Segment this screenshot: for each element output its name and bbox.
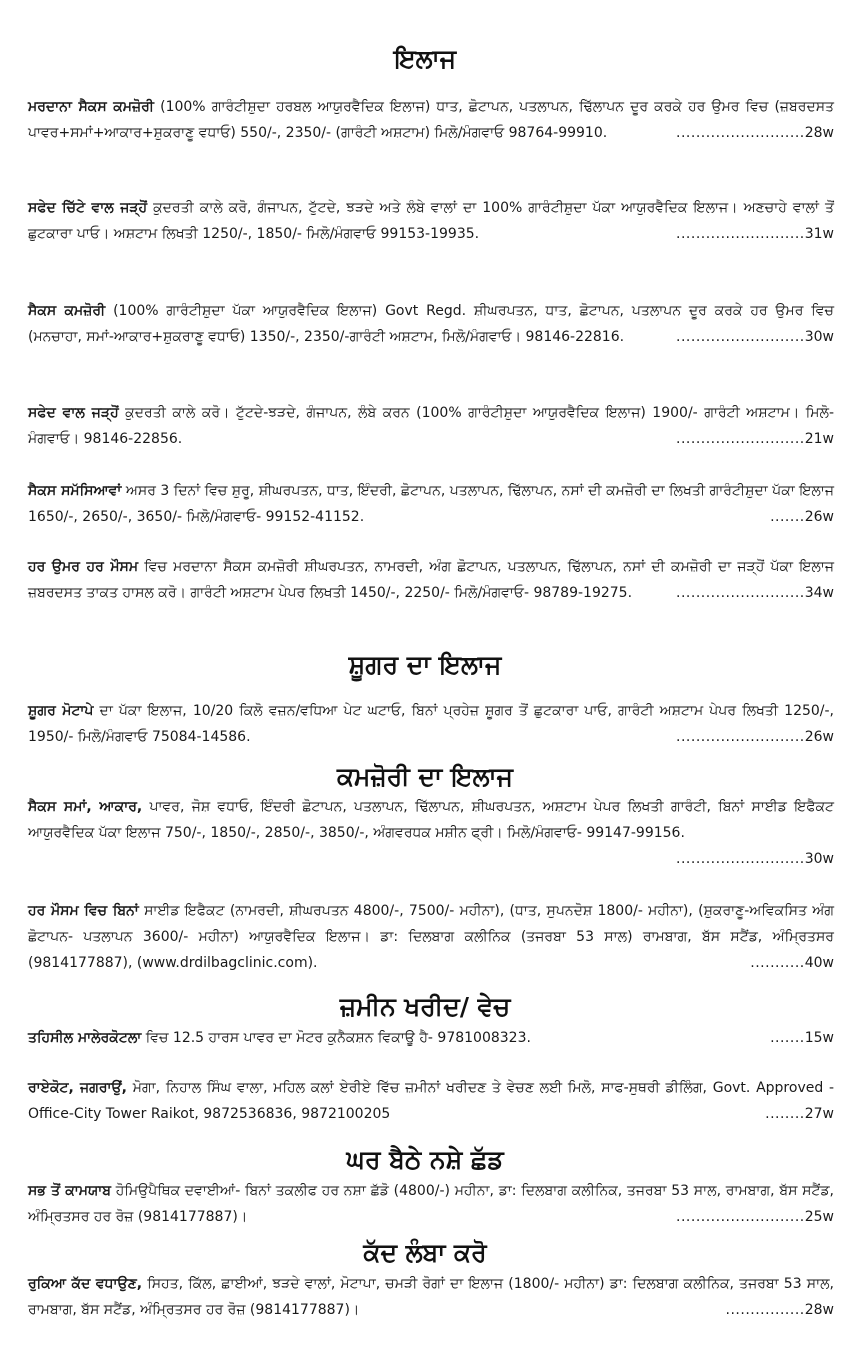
classified-ad [28, 94, 834, 146]
ad-lead: ਰੁਕਿਆ ਕੱਦ ਵਧਾਉਣ, [28, 1276, 143, 1292]
section-heading-sugar: ਸ਼ੂਗਰ ਦਾ ਇਲਾਜ [348, 650, 502, 679]
ad-lead: ਮਰਦਾਨਾ ਸੈਕਸ ਕਮਜ਼ੋਰੀ [28, 99, 154, 115]
ad-body: (100% ਗਾਰੰਟੀਸ਼ੁਦਾ ਹਰਬਲ ਆਯੁਰਵੈਦਿਕ ਇਲਾਜ) ਧਾਤ, ਛੋਟਾਪਨ, ਪਤਲਾਪਨ, ਢਿੱਲਾਪਨ ਦੂਰ ਕਰਕੇ ਹਰ ਉਮਰ ਵਿਚ (ਜ਼ਬਰਦਸਤ ਪਾਵਰ+ਸਮਾਂ+ਆਕਾਰ+ਸ਼ੁਕਰਾਣੂ ਵਧਾਓ) 550/-, 2350/- (ਗਾਰੰਟੀ ਅਸ਼ਟਾਮ) ਮਿਲੋ/ਮੰਗਵਾਓ 98764-99910. [28, 99, 834, 141]
ad-lead: ਹਰ ਉਮਰ ਹਰ ਮੌਸਮ [28, 559, 139, 575]
section-heading-treatment: ਇਲਾਜ [393, 44, 457, 73]
ad-body: ਕੁਦਰਤੀ ਕਾਲੇ ਕਰੋ। ਟੁੱਟਦੇ-ਝੜਦੇ, ਗੰਜਾਪਨ, ਲੰਬੇ ਕਰਨ (100% ਗਾਰੰਟੀਸ਼ੁਦਾ ਆਯੁਰਵੈਦਿਕ ਇਲਾਜ) 1900/- ਗਾਰੰਟੀ ਅਸ਼ਟਾਮ। ਮਿਲੋ-ਮੰਗਵਾਓ। 98146-22856. [28, 405, 835, 447]
ad-code: ................28w [725, 1302, 834, 1318]
ad-lead: ਸਫੇਦ ਚਿੱਟੇ ਵਾਲ ਜੜ੍ਹੋਂ [28, 200, 148, 216]
classified-ad [28, 1178, 834, 1230]
ad-body: ਕੁਦਰਤੀ ਕਾਲੇ ਕਰੋ, ਗੰਜਾਪਨ, ਟੁੱਟਦੇ, ਝੜਦੇ ਅਤੇ ਲੰਬੇ ਵਾਲਾਂ ਦਾ 100% ਗਾਰੰਟੀਸ਼ੁਦਾ ਪੱਕਾ ਆਯੁਰਵੈਦਿਕ ਇਲਾਜ। ਅਣਚਾਹੇ ਵਾਲਾਂ ਤੋਂ ਛੁਟਕਾਰਾ ਪਾਓ। ਅਸ਼ਟਾਮ ਲਿਖਤੀ 1250/-, 1850/- ਮਿਲੋ/ਮੰਗਵਾਓ 99153-19935. [28, 200, 834, 242]
section-heading-de-addiction: ਘਰ ਬੈਠੇ ਨਸ਼ੇ ਛੱਡ [346, 1145, 504, 1174]
ad-lead: ਸੈਕਸ ਕਮਜ਼ੋਰੀ [28, 303, 106, 319]
ad-code: ..........................34w [676, 585, 834, 601]
classified-ad [28, 298, 834, 350]
ad-body: ਮੋਗਾ, ਨਿਹਾਲ ਸਿੰਘ ਵਾਲਾ, ਮਹਿਲ ਕਲਾਂ ਏਰੀਏ ਵਿੱਚ ਜ਼ਮੀਨਾਂ ਖਰੀਦਣ ਤੇ ਵੇਚਣ ਲਈ ਮਿਲੋ, ਸਾਫ-ਸੁਥਰੀ ਡੀਲਿੰਗ, Govt. Approved - Office-City Tower Raikot, 9872536836, 9872100205 [28, 1080, 835, 1122]
section-heading-land: ਜ਼ਮੀਨ ਖਰੀਦ/ ਵੇਚ [339, 992, 511, 1021]
section-heading-height: ਕੱਦ ਲੰਬਾ ਕਰੋ [363, 1238, 487, 1267]
ad-body: ਅਸਰ 3 ਦਿਨਾਂ ਵਿਚ ਸ਼ੁਰੂ, ਸ਼ੀਘਰਪਤਨ, ਧਾਤ, ਇੰਦਰੀ, ਛੋਟਾਪਨ, ਪਤਲਾਪਨ, ਢਿੱਲਾਪਨ, ਨਸਾਂ ਦੀ ਕਮਜ਼ੋਰੀ ਦਾ ਲਿਖਤੀ ਗਾਰੰਟੀਸ਼ੁਦਾ ਪੱਕਾ ਇਲਾਜ 1650/-, 2650/-, 3650/- ਮਿਲੋ/ਮੰਗਵਾਓ- 99152-41152. [28, 483, 834, 525]
ad-body: ਪਾਵਰ, ਜੋਸ਼ ਵਧਾਓ, ਇੰਦਰੀ ਛੋਟਾਪਨ, ਪਤਲਾਪਨ, ਢਿੱਲਾਪਨ, ਸ਼ੀਘਰਪਤਨ, ਅਸ਼ਟਾਮ ਪੇਪਰ ਲਿਖਤੀ ਗਾਰੰਟੀ, ਬਿਨਾਂ ਸਾਈਡ ਇਫੈਕਟ ਆਯੁਰਵੈਦਿਕ ਪੱਕਾ ਇਲਾਜ 750/-, 1850/-, 2850/-, 3850/-, ਅੰਗਵਰਧਕ ਮਸ਼ੀਨ ਫ੍ਰੀ। ਮਿਲੋ/ਮੰਗਵਾਓ- 99147-99156. [28, 799, 834, 841]
classified-ad [28, 554, 834, 606]
ad-code: ..........................26w [676, 729, 834, 745]
ad-code: ..........................28w [676, 125, 834, 141]
ad-code: ...........40w [750, 955, 834, 971]
ad-lead: ਹਰ ਮੌਸਮ ਵਿਚ ਬਿਨਾਂ [28, 903, 139, 919]
ad-body: (100% ਗਾਰੰਟੀਸ਼ੁਦਾ ਪੱਕਾ ਆਯੁਰਵੈਦਿਕ ਇਲਾਜ) Govt Regd. ਸ਼ੀਘਰਪਤਨ, ਧਾਤ, ਛੋਟਾਪਨ, ਪਤਲਾਪਨ ਦੂਰ ਕਰਕੇ ਹਰ ਉਮਰ ਵਿਚ (ਮਨਚਾਹਾ, ਸਮਾਂ-ਆਕਾਰ+ਸ਼ੁਕਰਾਣੂ ਵਧਾਓ) 1350/-, 2350/-ਗਾਰੰਟੀ ਅਸ਼ਟਾਮ, ਮਿਲੋ/ਮੰਗਵਾਓ। 98146-22816. [28, 303, 834, 345]
ad-body: ਦਾ ਪੱਕਾ ਇਲਾਜ, 10/20 ਕਿਲੋ ਵਜ਼ਨ/ਵਧਿਆ ਪੇਟ ਘਟਾਓ, ਬਿਨਾਂ ਪ੍ਰਹੇਜ਼ ਸ਼ੂਗਰ ਤੋਂ ਛੁਟਕਾਰਾ ਪਾਓ, ਗਾਰੰਟੀ ਅਸ਼ਟਾਮ ਪੇਪਰ ਲਿਖਤੀ 1250/-, 1950/- ਮਿਲੋ/ਮੰਗਵਾਓ 75084-14586. [28, 703, 835, 745]
section-heading-weakness: ਕਮਜ਼ੋਰੀ ਦਾ ਇਲਾਜ [336, 762, 514, 791]
ad-code: ..........................21w [676, 431, 834, 447]
ad-code: .......15w [770, 1030, 834, 1046]
classified-ad [28, 478, 834, 530]
classified-ad [28, 400, 834, 452]
classified-ad [28, 1271, 834, 1323]
ad-code: ........27w [765, 1106, 834, 1122]
ad-body: ਵਿਚ ਮਰਦਾਨਾ ਸੈਕਸ ਕਮਜ਼ੋਰੀ ਸ਼ੀਘਰਪਤਨ, ਨਾਮਰਦੀ, ਅੰਗ ਛੋਟਾਪਨ, ਪਤਲਾਪਨ, ਢਿੱਲਾਪਨ, ਨਸਾਂ ਦੀ ਕਮਜ਼ੋਰੀ ਦਾ ਜੜ੍ਹੋਂ ਪੱਕਾ ਇਲਾਜ ਜ਼ਬਰਦਸਤ ਤਾਕਤ ਹਾਸਲ ਕਰੋ। ਗਾਰੰਟੀ ਅਸ਼ਟਾਮ ਪੇਪਰ ਲਿਖਤੀ 1450/-, 2250/- ਮਿਲੋ/ਮੰਗਵਾਓ- 98789-19275. [28, 559, 834, 601]
ad-code: ..........................25w [676, 1209, 834, 1225]
ad-lead: ਸੈਕਸ ਸਮਾਂ, ਆਕਾਰ, [28, 799, 143, 815]
ad-lead: ਸਫੇਦ ਵਾਲ ਜੜ੍ਹੋਂ [28, 405, 119, 421]
ad-lead: ਸਭ ਤੋਂ ਕਾਮਯਾਬ [28, 1183, 111, 1199]
ad-body: ਸਿਹਤ, ਕਿੱਲ, ਛਾਈਆਂ, ਝੜਦੇ ਵਾਲਾਂ, ਮੋਟਾਪਾ, ਚਮੜੀ ਰੋਗਾਂ ਦਾ ਇਲਾਜ (1800/- ਮਹੀਨਾ) ਡਾ: ਦਿਲਬਾਗ ਕਲੀਨਿਕ, ਤਜਰਬਾ 53 ਸਾਲ, ਰਾਮਬਾਗ, ਬੱਸ ਸਟੈਂਡ, ਅੰਮ੍ਰਿਤਸਰ ਹਰ ਰੋਜ਼ (9814177887)। [28, 1276, 834, 1318]
classified-ad [28, 898, 834, 976]
classified-ad [28, 1075, 834, 1127]
classified-ad [28, 698, 834, 750]
classified-ad [28, 195, 834, 247]
ad-code: ..........................30w [676, 851, 834, 867]
classified-ad [28, 1025, 834, 1051]
ad-code: ..........................31w [676, 226, 834, 242]
classified-ad [28, 794, 834, 872]
ad-code: .......26w [770, 509, 834, 525]
ad-lead: ਤਹਿਸੀਲ ਮਾਲੇਰਕੋਟਲਾ [28, 1030, 142, 1046]
ad-code: ..........................30w [676, 329, 834, 345]
ad-lead: ਰਾਏਕੋਟ, ਜਗਰਾਉਂ, [28, 1080, 127, 1096]
ad-body: ਵਿਚ 12.5 ਹਾਰਸ ਪਾਵਰ ਦਾ ਮੋਟਰ ਕੁਨੈਕਸ਼ਨ ਵਿਕਾਊ ਹੈ- 9781008323. [145, 1030, 531, 1046]
ad-body: ਸਾਈਡ ਇਫੈਕਟ (ਨਾਮਰਦੀ, ਸ਼ੀਘਰਪਤਨ 4800/-, 7500/- ਮਹੀਨਾ), (ਧਾਤ, ਸੁਪਨਦੋਸ਼ 1800/- ਮਹੀਨਾ), (ਸ਼ੁਕਰਾਣੂ-ਅਵਿਕਸਿਤ ਅੰਗ ਛੋਟਾਪਨ- ਪਤਲਾਪਨ 3600/- ਮਹੀਨਾ) ਆਯੁਰਵੈਦਿਕ ਇਲਾਜ। ਡਾ: ਦਿਲਬਾਗ ਕਲੀਨਿਕ (ਤਜਰਬਾ 53 ਸਾਲ) ਰਾਮਬਾਗ, ਬੱਸ ਸਟੈਂਡ, ਅੰਮ੍ਰਿਤਸਰ (9814177887), (www.drdilbagclinic.com). [28, 903, 835, 971]
ad-lead: ਸੈਕਸ ਸਮੱਸਿਆਵਾਂ [28, 483, 122, 499]
ad-body: ਹੋਮਿਉਪੈਥਿਕ ਦਵਾਈਆਂ- ਬਿਨਾਂ ਤਕਲੀਫ ਹਰ ਨਸ਼ਾ ਛੱਡੋ (4800/-) ਮਹੀਨਾ, ਡਾ: ਦਿਲਬਾਗ ਕਲੀਨਿਕ, ਤਜਰਬਾ 53 ਸਾਲ, ਰਾਮਬਾਗ, ਬੱਸ ਸਟੈਂਡ, ਅੰਮ੍ਰਿਤਸਰ ਹਰ ਰੋਜ਼ (9814177887)। [28, 1183, 835, 1225]
ad-lead: ਸ਼ੂਗਰ ਮੋਟਾਪੇ [28, 703, 94, 719]
